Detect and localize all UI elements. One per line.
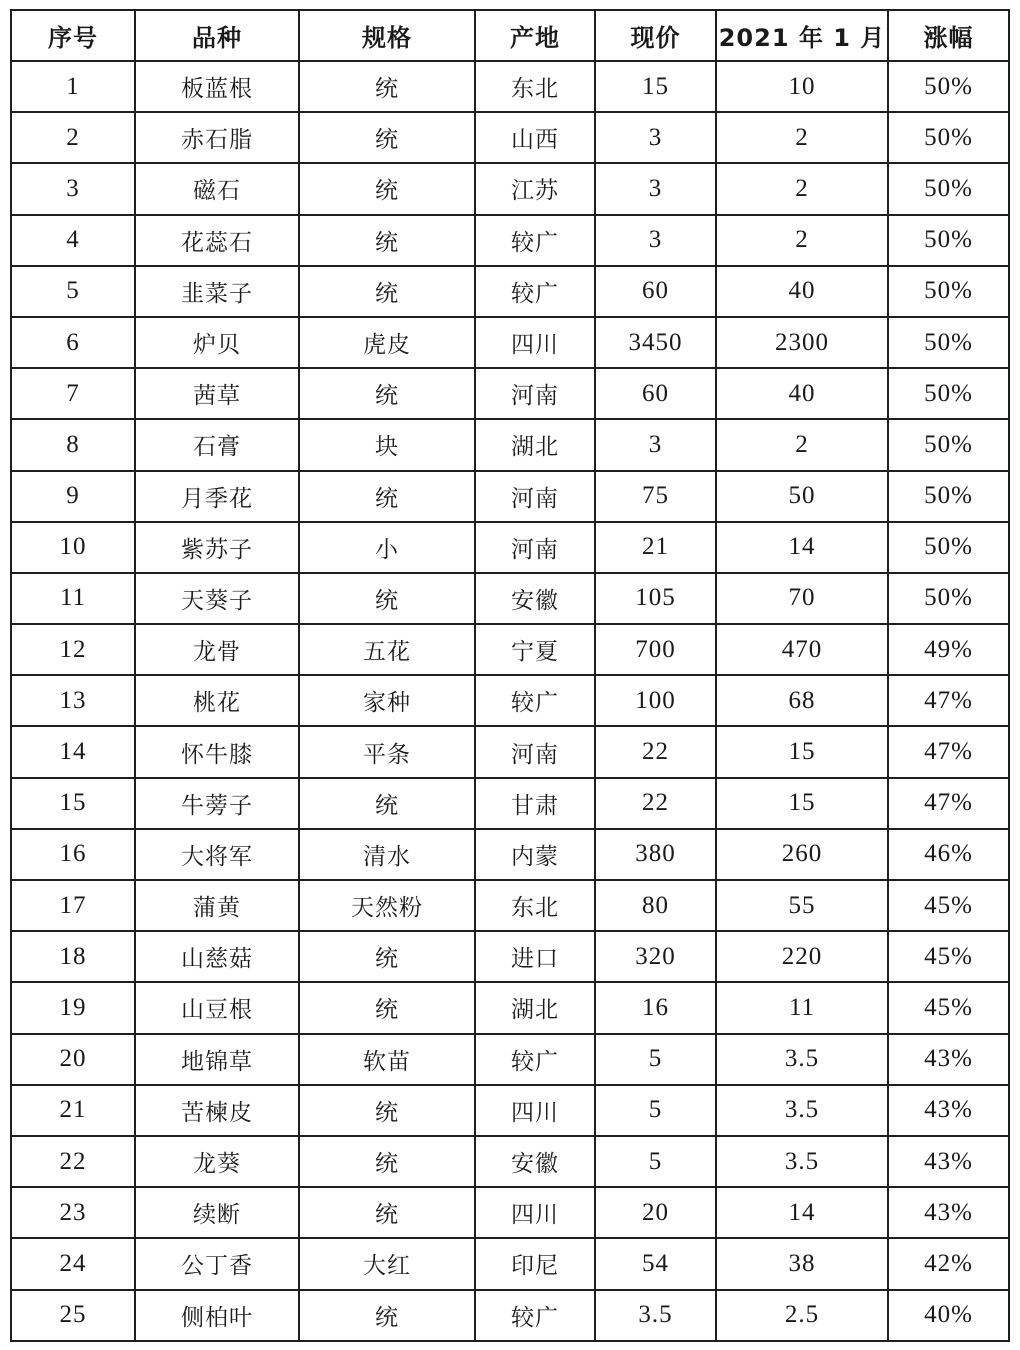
- cell-spec: 统: [299, 61, 475, 112]
- cell-current-price: 80: [595, 880, 716, 931]
- cell-origin: 四川: [475, 1085, 595, 1136]
- cell-increase: 43%: [888, 1136, 1009, 1187]
- cell-index: 18: [11, 931, 135, 982]
- cell-origin: 较广: [475, 675, 595, 726]
- table-row: [11, 368, 1009, 419]
- cell-index: 20: [11, 1034, 135, 1085]
- cell-origin: 甘肃: [475, 778, 595, 829]
- cell-origin: 较广: [475, 1034, 595, 1085]
- cell-spec: 统: [299, 1085, 475, 1136]
- table-row: [11, 266, 1009, 317]
- cell-index: 13: [11, 675, 135, 726]
- cell-variety: 山慈菇: [135, 931, 299, 982]
- cell-current-price: 21: [595, 522, 716, 573]
- cell-origin: 较广: [475, 1290, 595, 1341]
- table-row: [11, 880, 1009, 931]
- cell-spec: 统: [299, 931, 475, 982]
- cell-variety: 苦楝皮: [135, 1085, 299, 1136]
- table-row: [11, 829, 1009, 880]
- cell-increase: 45%: [888, 880, 1009, 931]
- cell-jan-2021-price: 14: [716, 522, 888, 573]
- cell-spec: 统: [299, 266, 475, 317]
- cell-jan-2021-price: 2300: [716, 317, 888, 368]
- cell-index: 22: [11, 1136, 135, 1187]
- cell-jan-2021-price: 68: [716, 675, 888, 726]
- cell-current-price: 3: [595, 215, 716, 266]
- table-body: [11, 61, 1009, 1341]
- table-row: [11, 1187, 1009, 1238]
- cell-jan-2021-price: 10: [716, 61, 888, 112]
- cell-increase: 50%: [888, 266, 1009, 317]
- cell-origin: 东北: [475, 880, 595, 931]
- cell-index: 1: [11, 61, 135, 112]
- cell-origin: 较广: [475, 215, 595, 266]
- cell-jan-2021-price: 220: [716, 931, 888, 982]
- cell-variety: 侧柏叶: [135, 1290, 299, 1341]
- cell-spec: 天然粉: [299, 880, 475, 931]
- cell-origin: 河南: [475, 522, 595, 573]
- header-increase: 涨幅: [888, 10, 1009, 61]
- cell-variety: 山豆根: [135, 982, 299, 1033]
- table-row: [11, 1238, 1009, 1289]
- cell-origin: 山西: [475, 112, 595, 163]
- table-row: [11, 931, 1009, 982]
- cell-current-price: 3450: [595, 317, 716, 368]
- cell-increase: 50%: [888, 419, 1009, 470]
- cell-current-price: 5: [595, 1034, 716, 1085]
- cell-spec: 大红: [299, 1238, 475, 1289]
- cell-index: 25: [11, 1290, 135, 1341]
- cell-increase: 47%: [888, 778, 1009, 829]
- table-row: [11, 726, 1009, 777]
- cell-variety: 龙葵: [135, 1136, 299, 1187]
- cell-increase: 50%: [888, 61, 1009, 112]
- cell-variety: 韭菜子: [135, 266, 299, 317]
- cell-index: 2: [11, 112, 135, 163]
- cell-spec: 统: [299, 471, 475, 522]
- header-current-price: 现价: [595, 10, 716, 61]
- cell-current-price: 60: [595, 266, 716, 317]
- cell-variety: 桃花: [135, 675, 299, 726]
- cell-increase: 40%: [888, 1290, 1009, 1341]
- cell-current-price: 15: [595, 61, 716, 112]
- cell-increase: 50%: [888, 471, 1009, 522]
- table-row: [11, 215, 1009, 266]
- table-row: [11, 317, 1009, 368]
- table-row: [11, 778, 1009, 829]
- cell-index: 24: [11, 1238, 135, 1289]
- table-row: [11, 1085, 1009, 1136]
- table-row: [11, 1034, 1009, 1085]
- cell-variety: 天葵子: [135, 573, 299, 624]
- cell-index: 21: [11, 1085, 135, 1136]
- cell-current-price: 60: [595, 368, 716, 419]
- table-row: [11, 1290, 1009, 1341]
- cell-origin: 宁夏: [475, 624, 595, 675]
- cell-variety: 石膏: [135, 419, 299, 470]
- cell-increase: 50%: [888, 368, 1009, 419]
- cell-increase: 45%: [888, 931, 1009, 982]
- cell-spec: 清水: [299, 829, 475, 880]
- cell-jan-2021-price: 2: [716, 215, 888, 266]
- cell-index: 7: [11, 368, 135, 419]
- cell-jan-2021-price: 15: [716, 726, 888, 777]
- cell-jan-2021-price: 70: [716, 573, 888, 624]
- cell-jan-2021-price: 11: [716, 982, 888, 1033]
- cell-jan-2021-price: 55: [716, 880, 888, 931]
- table-row: [11, 163, 1009, 214]
- cell-variety: 月季花: [135, 471, 299, 522]
- cell-current-price: 22: [595, 726, 716, 777]
- cell-current-price: 75: [595, 471, 716, 522]
- cell-current-price: 3: [595, 419, 716, 470]
- cell-spec: 统: [299, 982, 475, 1033]
- cell-jan-2021-price: 14: [716, 1187, 888, 1238]
- cell-spec: 块: [299, 419, 475, 470]
- cell-variety: 续断: [135, 1187, 299, 1238]
- cell-increase: 50%: [888, 163, 1009, 214]
- cell-increase: 50%: [888, 522, 1009, 573]
- cell-variety: 赤石脂: [135, 112, 299, 163]
- cell-origin: 河南: [475, 726, 595, 777]
- cell-index: 6: [11, 317, 135, 368]
- cell-spec: 统: [299, 1187, 475, 1238]
- table-row: [11, 112, 1009, 163]
- table-row: [11, 675, 1009, 726]
- cell-index: 9: [11, 471, 135, 522]
- header-origin: 产地: [475, 10, 595, 61]
- cell-jan-2021-price: 2: [716, 419, 888, 470]
- cell-current-price: 380: [595, 829, 716, 880]
- cell-index: 4: [11, 215, 135, 266]
- cell-variety: 花蕊石: [135, 215, 299, 266]
- cell-jan-2021-price: 3.5: [716, 1034, 888, 1085]
- cell-variety: 板蓝根: [135, 61, 299, 112]
- cell-variety: 公丁香: [135, 1238, 299, 1289]
- table-row: [11, 471, 1009, 522]
- cell-jan-2021-price: 2: [716, 112, 888, 163]
- cell-origin: 安徽: [475, 1136, 595, 1187]
- cell-index: 17: [11, 880, 135, 931]
- cell-current-price: 5: [595, 1136, 716, 1187]
- header-row: [11, 10, 1009, 61]
- cell-spec: 统: [299, 112, 475, 163]
- cell-origin: 江苏: [475, 163, 595, 214]
- cell-jan-2021-price: 3.5: [716, 1136, 888, 1187]
- cell-spec: 五花: [299, 624, 475, 675]
- cell-index: 5: [11, 266, 135, 317]
- table-row: [11, 573, 1009, 624]
- cell-spec: 统: [299, 1290, 475, 1341]
- cell-increase: 47%: [888, 726, 1009, 777]
- cell-variety: 紫苏子: [135, 522, 299, 573]
- cell-origin: 湖北: [475, 419, 595, 470]
- table-row: [11, 624, 1009, 675]
- cell-index: 15: [11, 778, 135, 829]
- cell-index: 23: [11, 1187, 135, 1238]
- cell-spec: 统: [299, 163, 475, 214]
- cell-jan-2021-price: 15: [716, 778, 888, 829]
- cell-variety: 牛蒡子: [135, 778, 299, 829]
- cell-index: 8: [11, 419, 135, 470]
- cell-origin: 湖北: [475, 982, 595, 1033]
- header-index: 序号: [11, 10, 135, 61]
- cell-variety: 茜草: [135, 368, 299, 419]
- header-spec: 规格: [299, 10, 475, 61]
- table-row: [11, 61, 1009, 112]
- cell-index: 12: [11, 624, 135, 675]
- table-row: [11, 522, 1009, 573]
- table-row: [11, 419, 1009, 470]
- cell-increase: 43%: [888, 1034, 1009, 1085]
- cell-current-price: 3.5: [595, 1290, 716, 1341]
- cell-origin: 四川: [475, 1187, 595, 1238]
- cell-jan-2021-price: 470: [716, 624, 888, 675]
- cell-increase: 50%: [888, 215, 1009, 266]
- table-row: [11, 1136, 1009, 1187]
- cell-jan-2021-price: 2.5: [716, 1290, 888, 1341]
- cell-index: 16: [11, 829, 135, 880]
- cell-current-price: 3: [595, 163, 716, 214]
- cell-origin: 安徽: [475, 573, 595, 624]
- cell-current-price: 700: [595, 624, 716, 675]
- cell-current-price: 16: [595, 982, 716, 1033]
- cell-spec: 统: [299, 215, 475, 266]
- cell-current-price: 105: [595, 573, 716, 624]
- cell-origin: 四川: [475, 317, 595, 368]
- cell-jan-2021-price: 38: [716, 1238, 888, 1289]
- cell-jan-2021-price: 40: [716, 266, 888, 317]
- table-row: [11, 982, 1009, 1033]
- cell-index: 19: [11, 982, 135, 1033]
- cell-increase: 42%: [888, 1238, 1009, 1289]
- cell-variety: 蒲黄: [135, 880, 299, 931]
- cell-jan-2021-price: 260: [716, 829, 888, 880]
- cell-increase: 45%: [888, 982, 1009, 1033]
- cell-spec: 软苗: [299, 1034, 475, 1085]
- cell-variety: 怀牛膝: [135, 726, 299, 777]
- cell-current-price: 320: [595, 931, 716, 982]
- cell-origin: 进口: [475, 931, 595, 982]
- cell-origin: 较广: [475, 266, 595, 317]
- cell-current-price: 3: [595, 112, 716, 163]
- cell-current-price: 54: [595, 1238, 716, 1289]
- cell-spec: 家种: [299, 675, 475, 726]
- cell-origin: 河南: [475, 471, 595, 522]
- cell-increase: 43%: [888, 1187, 1009, 1238]
- cell-spec: 统: [299, 778, 475, 829]
- header-variety: 品种: [135, 10, 299, 61]
- cell-jan-2021-price: 40: [716, 368, 888, 419]
- price-table-sheet: [10, 9, 1008, 1341]
- cell-spec: 统: [299, 1136, 475, 1187]
- cell-origin: 印尼: [475, 1238, 595, 1289]
- cell-spec: 小: [299, 522, 475, 573]
- cell-increase: 50%: [888, 317, 1009, 368]
- cell-variety: 地锦草: [135, 1034, 299, 1085]
- header-jan-2021-price: 2021 年 1 月: [716, 10, 888, 61]
- cell-variety: 龙骨: [135, 624, 299, 675]
- cell-spec: 统: [299, 573, 475, 624]
- cell-current-price: 20: [595, 1187, 716, 1238]
- cell-variety: 炉贝: [135, 317, 299, 368]
- cell-increase: 49%: [888, 624, 1009, 675]
- cell-index: 14: [11, 726, 135, 777]
- cell-origin: 东北: [475, 61, 595, 112]
- cell-origin: 河南: [475, 368, 595, 419]
- cell-current-price: 100: [595, 675, 716, 726]
- cell-variety: 大将军: [135, 829, 299, 880]
- cell-jan-2021-price: 2: [716, 163, 888, 214]
- cell-current-price: 5: [595, 1085, 716, 1136]
- cell-spec: 统: [299, 368, 475, 419]
- cell-variety: 磁石: [135, 163, 299, 214]
- cell-increase: 50%: [888, 112, 1009, 163]
- cell-jan-2021-price: 3.5: [716, 1085, 888, 1136]
- cell-jan-2021-price: 50: [716, 471, 888, 522]
- cell-index: 11: [11, 573, 135, 624]
- cell-index: 3: [11, 163, 135, 214]
- cell-increase: 47%: [888, 675, 1009, 726]
- cell-origin: 内蒙: [475, 829, 595, 880]
- cell-increase: 43%: [888, 1085, 1009, 1136]
- table-header: [11, 10, 1009, 61]
- cell-increase: 50%: [888, 573, 1009, 624]
- cell-spec: 平条: [299, 726, 475, 777]
- price-table: [10, 9, 1010, 1342]
- cell-index: 10: [11, 522, 135, 573]
- cell-increase: 46%: [888, 829, 1009, 880]
- cell-current-price: 22: [595, 778, 716, 829]
- cell-spec: 虎皮: [299, 317, 475, 368]
